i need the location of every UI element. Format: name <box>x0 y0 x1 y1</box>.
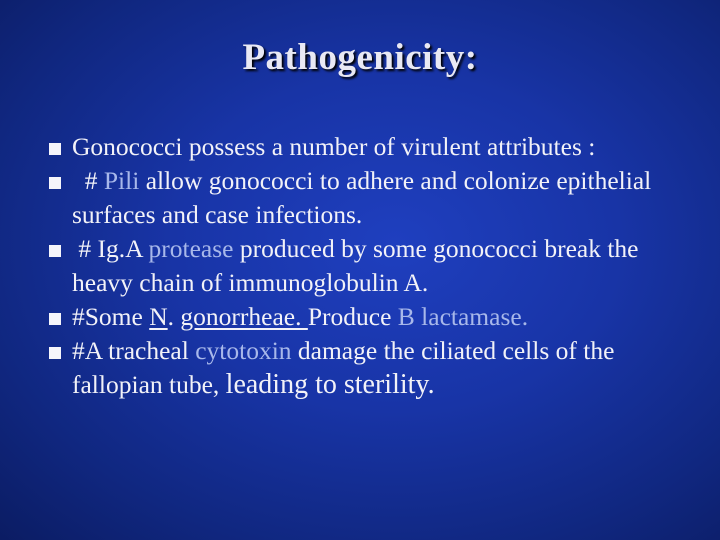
term-protease: protease <box>148 234 234 263</box>
term-b-lactamase: B lactamase <box>397 302 522 331</box>
bullet-text-segment: Produce <box>307 302 398 331</box>
bullet-text-segment: damage the ciliated cells of the fallopian tube, <box>72 336 615 399</box>
term-genus-n: N <box>149 302 168 331</box>
bullet-text-segment: . <box>167 302 181 331</box>
bullet-text-segment: . <box>427 369 435 400</box>
square-bullet-icon <box>49 313 61 325</box>
bullet-text-segment: #Some <box>72 302 150 331</box>
term-cytotoxin: cytotoxin <box>195 336 292 365</box>
term-species-gonorrheae: gonorrheae. <box>180 302 308 331</box>
bullet-item <box>48 334 698 402</box>
bullet-text: Gonococci possess a number of virulent attributes : <box>72 132 596 161</box>
term-pili: Pili <box>103 166 140 195</box>
square-bullet-icon <box>49 143 61 155</box>
square-bullet-icon <box>49 245 61 257</box>
bullet-text-segment: # Ig.A <box>72 234 149 263</box>
bullet-text-segment: # <box>72 166 104 195</box>
bullet-item <box>48 232 698 300</box>
bullet-item <box>48 164 698 232</box>
bullet-text-segment: . <box>521 302 529 331</box>
bullet-text-segment: allow gonococci to adhere and colonize epithelial surfaces and case infections. <box>72 166 652 229</box>
bullet-text-emphasis: leading to sterility <box>225 369 428 400</box>
slide-title: Pathogenicity: <box>242 37 478 78</box>
square-bullet-icon <box>49 347 61 359</box>
square-bullet-icon <box>49 177 61 189</box>
bullet-list <box>48 130 698 402</box>
bullet-item <box>48 130 698 164</box>
bullet-text-segment: produced by some gonococci break the heavy chain of immunoglobulin A. <box>72 234 639 297</box>
bullet-text-segment: #A tracheal <box>72 336 196 365</box>
bullet-item <box>48 300 698 334</box>
